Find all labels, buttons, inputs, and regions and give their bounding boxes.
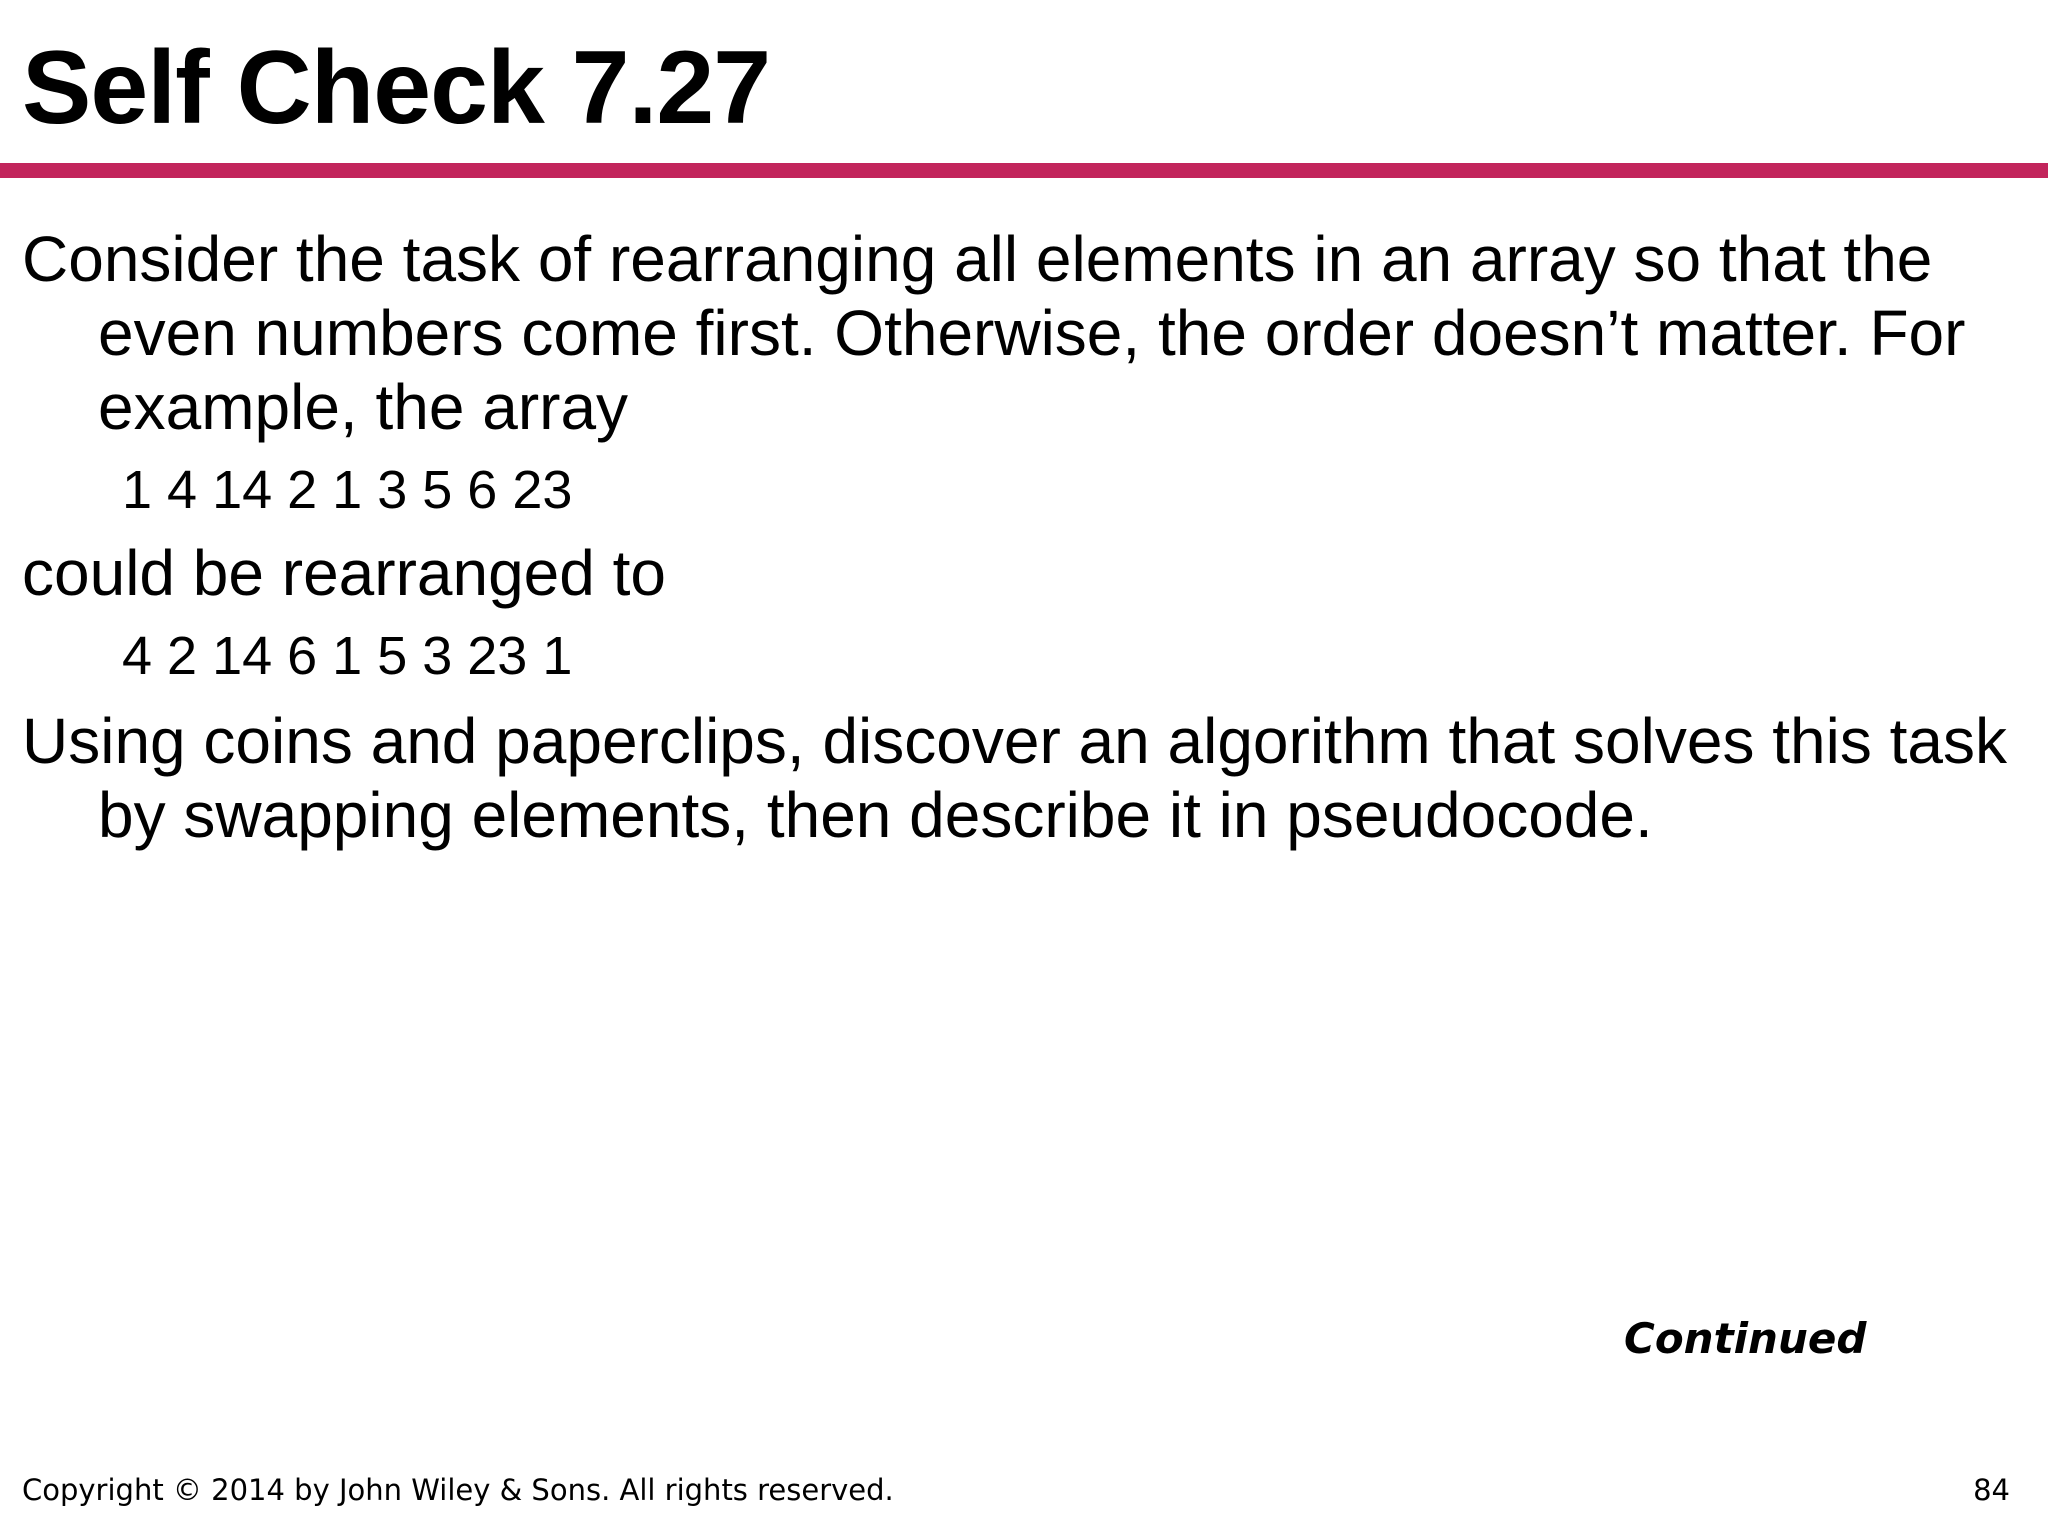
page-number: 84 bbox=[1973, 1473, 2010, 1507]
continued-label: Continued bbox=[1624, 1314, 1867, 1363]
copyright-notice: Copyright © 2014 by John Wiley & Sons. All rights reserved. bbox=[22, 1473, 894, 1507]
example-array-rearranged: 4 2 14 6 1 5 3 23 1 bbox=[122, 626, 573, 686]
example-array-original: 1 4 14 2 1 3 5 6 23 bbox=[122, 460, 573, 520]
task-description: Consider the task of rearranging all elements in an array so that the even numbers come first. Otherwise, the order doesn’t matter. For example, the array bbox=[22, 223, 1966, 443]
slide-body bbox=[22, 222, 2022, 852]
rearranged-intro: could be rearranged to bbox=[22, 537, 666, 609]
slide-title: Self Check 7.27 bbox=[22, 30, 771, 146]
title-divider bbox=[0, 163, 2048, 178]
task-instructions: Using coins and paperclips, discover an algorithm that solves this task by swapping elements, then describe it in pseudocode. bbox=[22, 705, 2007, 851]
